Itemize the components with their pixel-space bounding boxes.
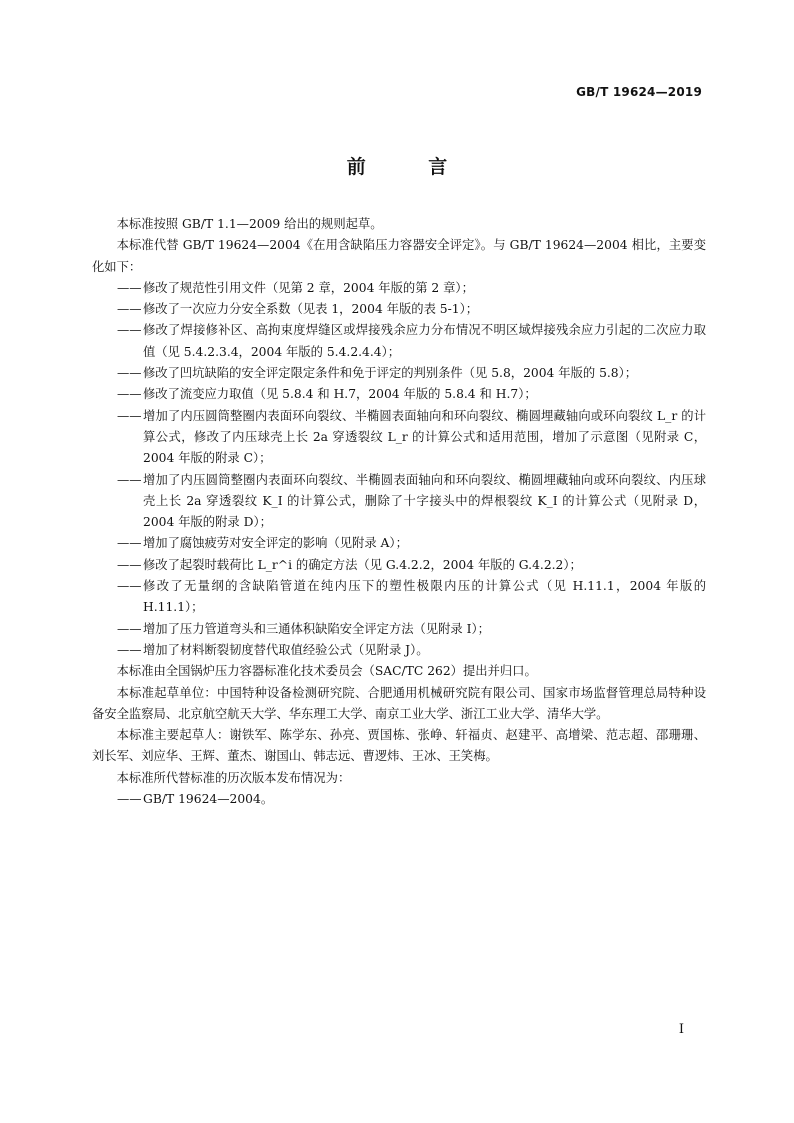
list-item xyxy=(92,384,706,405)
list-item xyxy=(92,789,706,810)
paragraph: 本标准按照 GB/T 1.1—2009 给出的规则起草。 xyxy=(116,217,383,231)
dash-marker: —— xyxy=(117,536,142,551)
list-item xyxy=(92,640,706,661)
list-item xyxy=(92,299,706,320)
paragraph: 本标准代替 GB/T 19624—2004《在用含缺陷压力容器安全评定》。与 GB/T 19624—2004 相比，主要变化如下： xyxy=(92,238,706,274)
list-item-text: 增加了内压圆筒整圈内表面环向裂纹、半椭圆表面轴向和环向裂纹、椭圆埋藏轴向或环向裂纹 L_r 的计算公式，修改了内压球壳上长 2a 穿透裂纹 L_r 的计算公式和适用范围，增加了示意图（见附录 C，2004 年版的附录 C）； xyxy=(143,408,706,466)
foreword-body xyxy=(92,214,706,810)
list-item xyxy=(92,278,706,299)
list-item-text: 增加了压力管道弯头和三通体积缺陷安全评定方法（见附录 I）； xyxy=(143,621,490,636)
dash-marker: —— xyxy=(117,557,142,572)
page-title: 前 言 xyxy=(346,156,476,178)
dash-marker: —— xyxy=(117,280,142,295)
dash-marker: —— xyxy=(117,323,142,338)
list-item-text: 修改了一次应力分安全系数（见表 1，2004 年版的表 5-1）； xyxy=(143,302,479,317)
dash-marker: —— xyxy=(117,302,142,317)
list-item xyxy=(92,406,706,470)
list-item xyxy=(92,533,706,554)
list-item-text: 增加了腐蚀疲劳对安全评定的影响（见附录 A）； xyxy=(143,536,408,551)
list-item-text: 修改了起裂时载荷比 L_r^i 的确定方法（见 G.4.2.2，2004 年版的 G.4.2.2）； xyxy=(143,557,582,572)
list-item-text: 修改了凹坑缺陷的安全评定限定条件和免于评定的判别条件（见 5.8，2004 年版的 5.8）； xyxy=(143,366,638,381)
standard-number: GB/T 19624—2019 xyxy=(576,85,702,99)
dash-marker: —— xyxy=(117,579,142,594)
list-item-text: 修改了焊接修补区、高拘束度焊缝区或焊接残余应力分布情况不明区域焊接残余应力引起的二次应力取值（见 5.4.2.3.4，2004 年版的 5.4.2.4.4）； xyxy=(143,323,706,359)
paragraph: 本标准由全国锅炉压力容器标准化技术委员会（SAC/TC 262）提出并归口。 xyxy=(116,664,537,679)
paragraph: 本标准起草单位：中国特种设备检测研究院、合肥通用机械研究院有限公司、国家市场监督管理总局特种设备安全监察局、北京航空航天大学、华东理工大学、南京工业大学、浙江工业大学、清华大学。 xyxy=(92,685,706,721)
list-item xyxy=(92,470,706,534)
list-item xyxy=(92,576,706,619)
list-item xyxy=(92,363,706,384)
list-item-text: 修改了流变应力取值（见 5.8.4 和 H.7，2004 年版的 5.8.4 和 H.7）； xyxy=(143,387,537,402)
dash-marker: —— xyxy=(117,621,142,636)
list-item-text: 增加了内压圆筒整圈内表面环向裂纹、半椭圆表面轴向和环向裂纹、椭圆埋藏轴向或环向裂纹、内压球壳上长 2a 穿透裂纹 K_I 的计算公式，删除了十字接头中的焊根裂纹 K_I 的计算公式（见附录 D，2004 年版的附录 D）； xyxy=(143,472,706,530)
dash-marker: —— xyxy=(117,472,142,487)
list-item xyxy=(92,619,706,640)
list-item xyxy=(92,320,706,363)
page-number: I xyxy=(678,1022,684,1037)
list-item-text: 增加了材料断裂韧度替代取值经验公式（见附录 J）。 xyxy=(143,642,429,657)
dash-marker: —— xyxy=(117,642,142,657)
list-item-text: GB/T 19624—2004。 xyxy=(143,792,274,807)
list-item xyxy=(92,555,706,576)
list-item-text: 修改了无量纲的含缺陷管道在纯内压下的塑性极限内压的计算公式（见 H.11.1，2004 年版的 H.11.1）； xyxy=(143,579,706,615)
list-item-text: 修改了规范性引用文件（见第 2 章，2004 年版的第 2 章）； xyxy=(143,280,474,295)
dash-marker: —— xyxy=(117,792,142,807)
dash-marker: —— xyxy=(117,387,142,402)
dash-marker: —— xyxy=(117,408,142,423)
paragraph: 本标准主要起草人：谢铁军、陈学东、孙亮、贾国栋、张峥、轩福贞、赵建平、高增梁、范志超、邵珊珊、刘长军、刘应华、王辉、董杰、谢国山、韩志远、曹逻炜、王冰、王笑梅。 xyxy=(92,728,706,764)
dash-marker: —— xyxy=(117,366,142,381)
paragraph: 本标准所代替标准的历次版本发布情况为： xyxy=(116,770,351,785)
